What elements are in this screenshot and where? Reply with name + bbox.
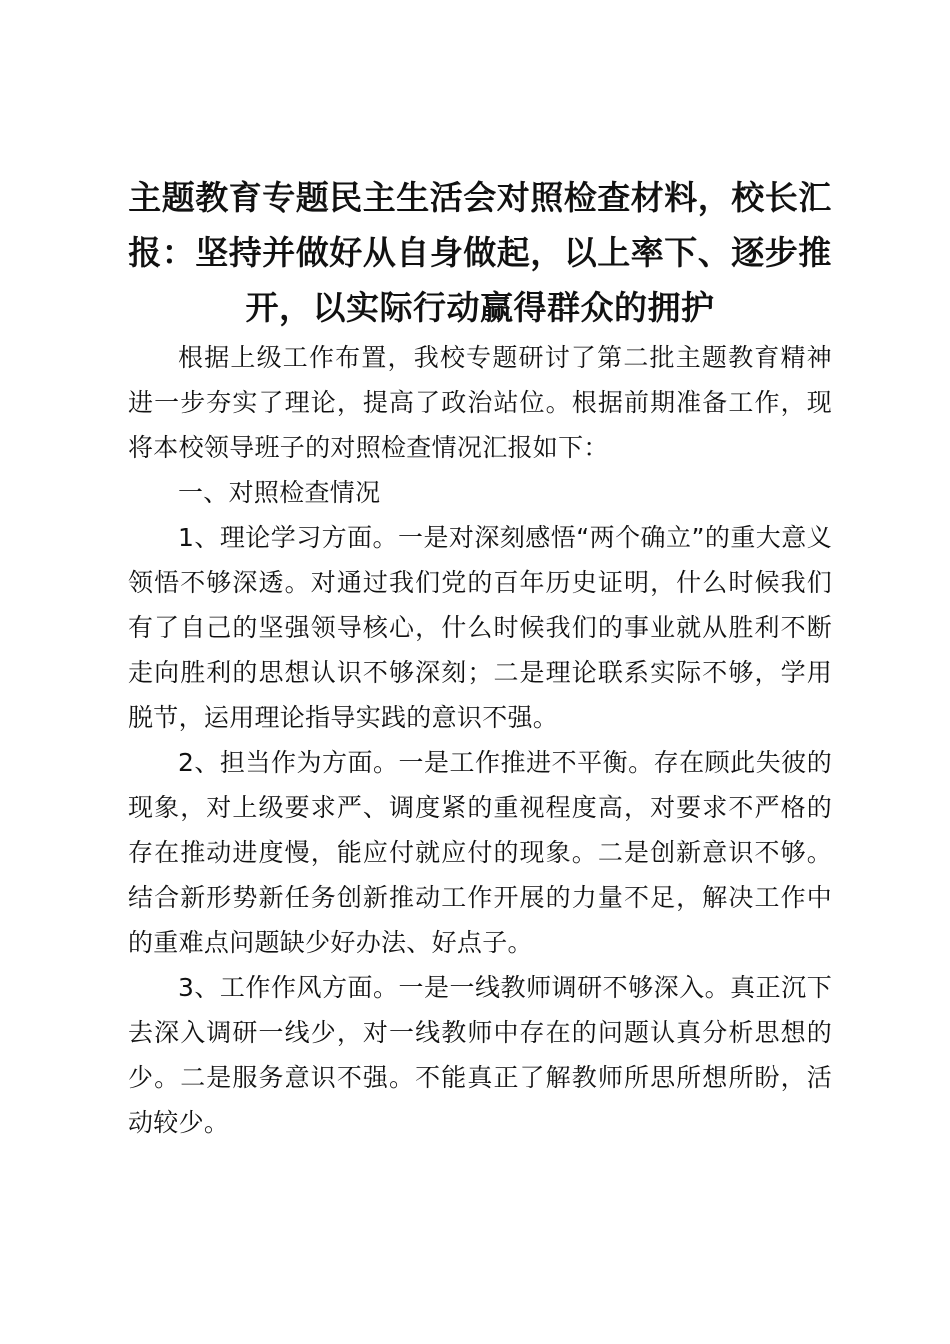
document-title: 主题教育专题民主生活会对照检查材料，校长汇报：坚持并做好从自身做起，以上率下、逐步推开，以实际行动赢得群众的拥护 xyxy=(128,178,832,327)
paragraph-intro: 根据上级工作布置，我校专题研讨了第二批主题教育精神进一步夯实了理论，提高了政治站位。根据前期准备工作，现将本校领导班子的对照检查情况汇报如下： xyxy=(128,343,832,462)
document-page xyxy=(128,170,832,1145)
paragraph-theory-study: 1、理论学习方面。一是对深刻感悟“两个确立”的重大意义领悟不够深透。对通过我们党的百年历史证明，什么时候我们有了自己的坚强领导核心，什么时候我们的事业就从胜利不断走向胜利的思想认识不够深刻；二是理论联系实际不够，学用脱节，运用理论指导实践的意识不强。 xyxy=(128,523,832,732)
paragraph-work-style: 3、工作作风方面。一是一线教师调研不够深入。真正沉下去深入调研一线少，对一线教师中存在的问题认真分析思想的少。二是服务意识不强。不能真正了解教师所思所想所盼，活动较少。 xyxy=(128,973,832,1137)
paragraph-responsibility: 2、担当作为方面。一是工作推进不平衡。存在顾此失彼的现象，对上级要求严、调度紧的重视程度高，对要求不严格的存在推动进度慢，能应付就应付的现象。二是创新意识不够。结合新形势新任务创新推动工作开展的力量不足，解决工作中的重难点问题缺少好办法、好点子。 xyxy=(128,748,832,957)
document-body xyxy=(128,335,832,1145)
section-heading: 一、对照检查情况 xyxy=(178,478,381,507)
